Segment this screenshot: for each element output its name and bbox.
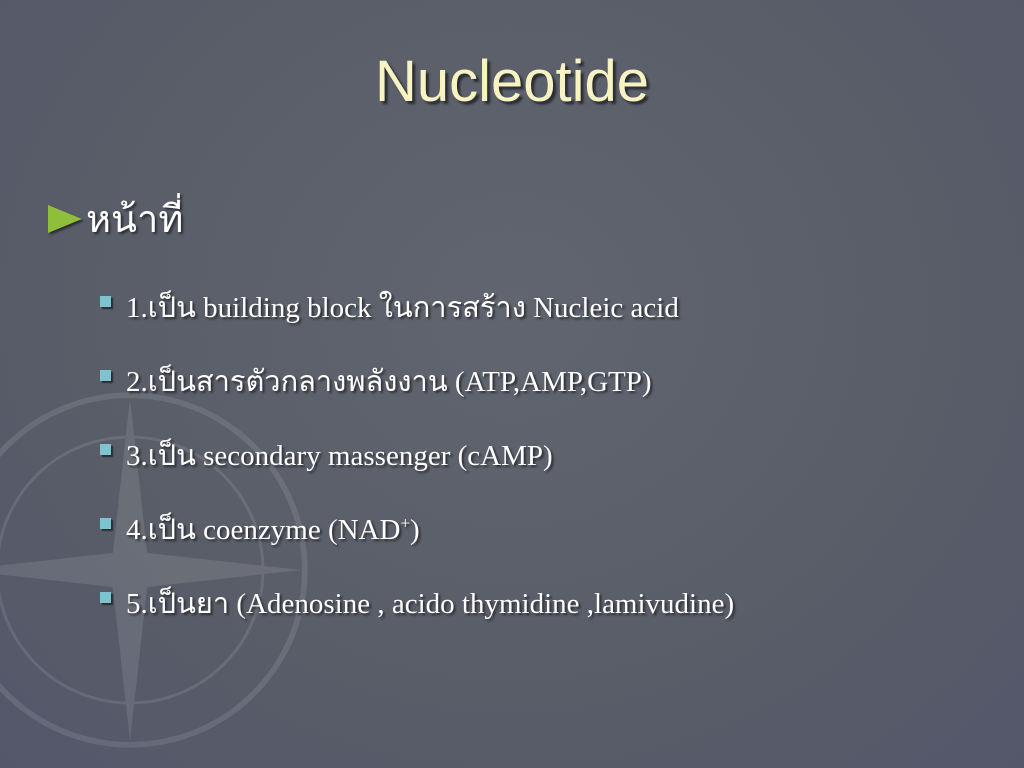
triangle-arrow-icon xyxy=(48,205,82,233)
slide-title: Nucleotide xyxy=(374,49,650,114)
square-bullet-icon xyxy=(100,592,111,603)
list-item xyxy=(100,492,734,566)
bullet-text: 2.เป็นสารตัวกลางพลังงาน (ATP,AMP,GTP) xyxy=(126,366,652,398)
list-item xyxy=(100,270,734,344)
heading-text: หน้าที่ xyxy=(86,199,184,241)
square-bullet-icon xyxy=(100,296,111,307)
bullet-text xyxy=(126,506,420,552)
list-item xyxy=(100,418,734,492)
heading-item xyxy=(48,188,183,249)
bullet-list xyxy=(100,270,734,640)
square-bullet-icon xyxy=(100,370,111,381)
bullet-text: 1.เป็น building block ในการสร้าง Nucleic acid xyxy=(126,292,679,324)
superscript-plus: + xyxy=(400,513,411,533)
bullet-text-main: 4.เป็น coenzyme (NAD xyxy=(126,514,401,546)
bullet-text-close: ) xyxy=(410,514,420,546)
bullet-text: 3.เป็น secondary massenger (cAMP) xyxy=(126,440,553,472)
square-bullet-icon xyxy=(100,518,111,529)
list-item xyxy=(100,344,734,418)
list-item xyxy=(100,566,734,640)
square-bullet-icon xyxy=(100,444,111,455)
bullet-text: 5.เป็นยา (Adenosine , acido thymidine ,lamivudine) xyxy=(126,588,735,620)
